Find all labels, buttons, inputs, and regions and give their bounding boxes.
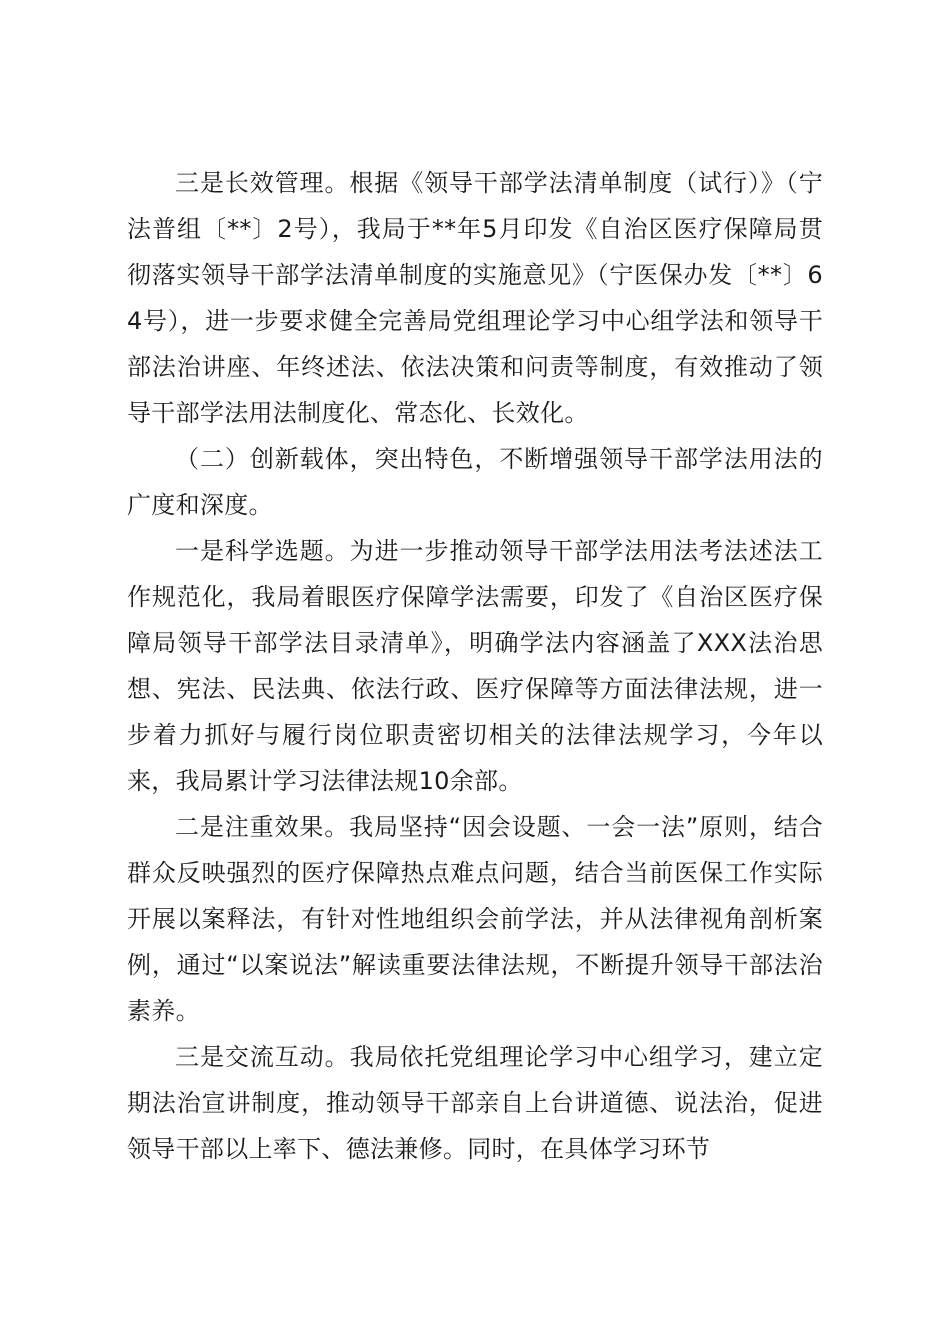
document-body — [127, 160, 823, 1172]
paragraph-long-term-management: 三是长效管理。根据《领导干部学法清单制度（试行）》（宁法普组〔**〕2号），我局于**年5月印发《自治区医疗保障局贯彻落实领导干部学法清单制度的实施意见》（宁医保办发〔**〕64号），进一步要求健全完善局党组理论学习中心组学法和领导干部法治讲座、年终述法、依法决策和问责等制度，有效推动了领导干部学法用法制度化、常态化、长效化。 — [127, 169, 823, 427]
paragraph-scientific-topics: 一是科学选题。为进一步推动领导干部学法用法考法述法工作规范化，我局着眼医疗保障学法需要，印发了《自治区医疗保障局领导干部学法目录清单》，明确学法内容涵盖了XXX法治思想、宪法、民法典、依法行政、医疗保障等方面法律法规，进一步着力抓好与履行岗位职责密切相关的法律法规学习，今年以来，我局累计学习法律法规10余部。 — [127, 537, 823, 795]
paragraph-section-heading-innovation: （二）创新载体，突出特色，不断增强领导干部学法用法的广度和深度。 — [127, 445, 823, 519]
paragraph-focus-on-effect: 二是注重效果。我局坚持“因会设题、一会一法”原则，结合群众反映强烈的医疗保障热点难点问题，结合当前医保工作实际开展以案释法，有针对性地组织会前学法，并从法律视角剖析案例，通过“以案说法”解读重要法律法规，不断提升领导干部法治素养。 — [127, 813, 823, 1025]
paragraph-exchange-interaction: 三是交流互动。我局依托党组理论学习中心组学习，建立定期法治宣讲制度，推动领导干部亲自上台讲道德、说法治，促进领导干部以上率下、德法兼修。同时，在具体学习环节 — [127, 1043, 823, 1163]
